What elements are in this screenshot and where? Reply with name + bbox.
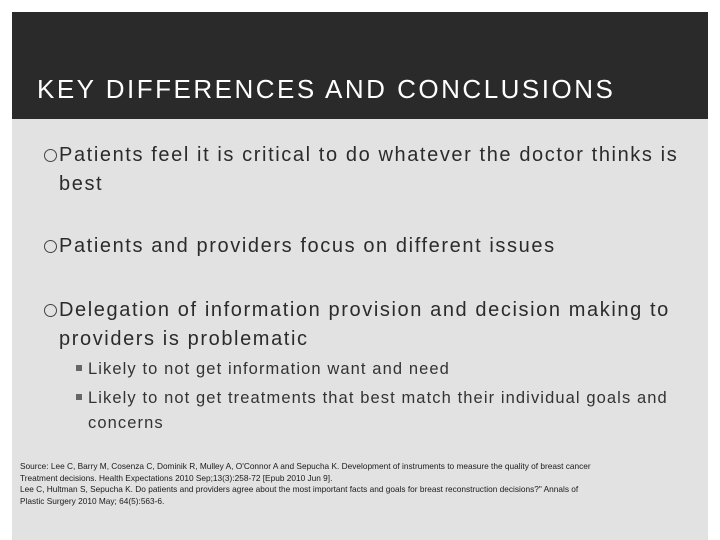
bullet-item: [44, 296, 684, 354]
slide-title: KEY DIFFERENCES AND CONCLUSIONS: [37, 74, 616, 104]
title-bar: [12, 12, 708, 119]
source-line: Plastic Surgery 2010 May; 64(5):563-6.: [20, 495, 165, 506]
square-bullet-icon: [76, 365, 82, 371]
ring-bullet-icon: [44, 304, 57, 317]
bullet-item: [44, 232, 684, 261]
bullet-text: Patients and providers focus on different issues: [59, 235, 556, 257]
sub-bullet-item: [76, 357, 676, 382]
source-line: Treatment decisions. Health Expectations 2010 Sep;13(3):258-72 [Epub 2010 Jun 9].: [20, 472, 333, 483]
bullet-item: [44, 141, 684, 199]
sub-bullet-item: [76, 386, 676, 436]
sub-bullet-text: Likely to not get information want and need: [88, 360, 450, 378]
source-line: Lee C, Hultman S, Sepucha K. Do patients and providers agree about the most important facts and goals for breast reconstruction decisions?" Annals of: [20, 484, 579, 495]
ring-bullet-icon: [44, 149, 57, 162]
ring-bullet-icon: [44, 240, 57, 253]
bullet-text: Delegation of information provision and decision making to providers is problematic: [59, 299, 670, 350]
slide: [12, 12, 708, 540]
bullet-text: Patients feel it is critical to do whatever the doctor thinks is best: [59, 144, 679, 195]
source-line: Source: Lee C, Barry M, Cosenza C, Dominik R, Mulley A, O'Connor A and Sepucha K. Development of instruments to measure the quality of breast cancer: [20, 461, 591, 471]
square-bullet-icon: [76, 394, 82, 400]
sub-bullet-text: Likely to not get treatments that best match their individual goals and concerns: [88, 389, 668, 432]
source-citation: [20, 461, 702, 507]
